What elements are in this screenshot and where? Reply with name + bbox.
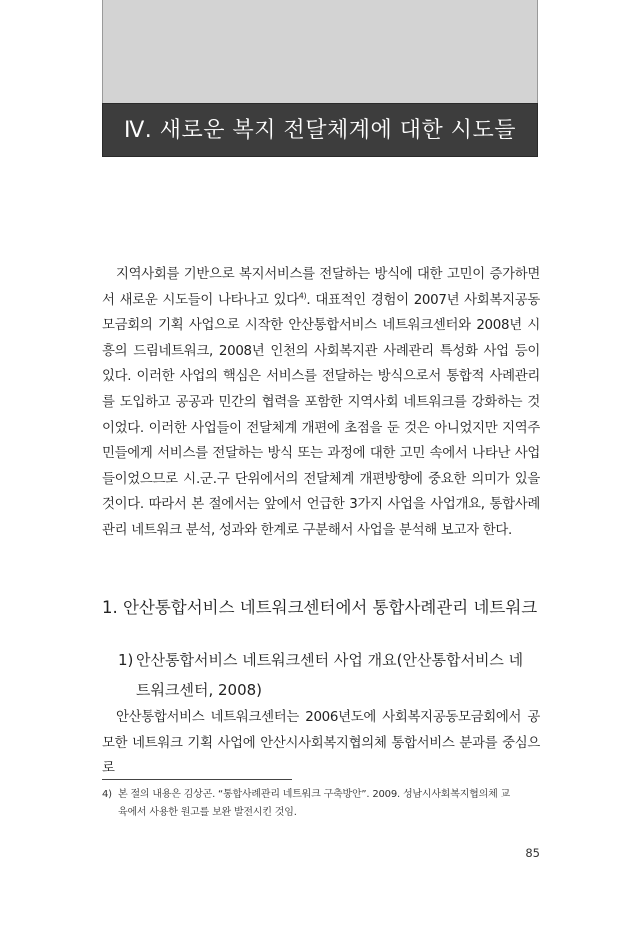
- page-number: 85: [525, 846, 540, 860]
- chapter-title: Ⅳ. 새로운 복지 전달체계에 대한 시도들: [102, 103, 538, 157]
- intro-paragraph-text-end: . 대표적인 경험이 2007년 사회복지공동모금회의 기획 사업으로 시작한 안산통합서비스 네트워크센터와 2008년 시흥의 드림네트워크, 2008년 인천의 사회복지관 사례관리 특성화 사업 등이 있다. 이러한 사업의 핵심은 서비스를 전달하는 방식으로서 통합적 사례관리를 도입하고 공공과 민간의 협력을 포함한 지역사회 네트워크를 강화하는 것이었다. 이러한 사업들이 전달체계 개편에 초점을 둔 것은 아니었지만 지역주민들에게 서비스를 전달하는 방식 또는 과정에 대한 고민 속에서 나타난 사업들이었으므로 시․군․구 단위에서의 전달체계 개편방향에 중요한 의미가 있을 것이다. 따라서 본 절에서는 앞에서 언급한 3가지 사업을 사업개요, 통합사례관리 네트워크 분석, 성과와 한계로 구분해서 사업을 분석해 보고자 한다.: [102, 292, 540, 538]
- subsection-heading: [118, 645, 540, 705]
- intro-paragraph: [102, 262, 540, 544]
- subsection-title-line2: 트워크센터, 2008): [136, 681, 263, 699]
- footnote-number: 4): [102, 789, 112, 800]
- footnote-divider: [102, 779, 292, 780]
- subsection-title-line1: 안산통합서비스 네트워크센터 사업 개요(안산통합서비스 네: [136, 651, 524, 669]
- footnote-text-line2: 육에서 사용한 원고를 보완 발전시킨 것임.: [118, 807, 297, 818]
- section-heading: 1. 안산통합서비스 네트워크센터에서 통합사례관리 네트워크: [102, 598, 538, 617]
- footnote-reference-4[interactable]: 4): [298, 291, 307, 301]
- footnote-text-line1: 본 절의 내용은 김상곤. “통합사례관리 네트워크 구축방안”. 2009. 성남시사회복지협의체 교: [118, 789, 510, 800]
- body-paragraph-text: 안산통합서비스 네트워크센터는 2006년도에 사회복지공동모금회에서 공모한 네트워크 기획 사업에 안산시사회복지협의체 통합서비스 분과를 중심으로: [102, 710, 540, 777]
- subsection-number: 1): [118, 651, 134, 669]
- footnote-4: [102, 786, 540, 822]
- chapter-banner-background: [102, 0, 538, 103]
- intro-paragraph-text-start: 지역사회를 기반으로 복지서비스를 전달하는 방식에 대한 고민이 증가하면서 새로운 시도들이 나타나고 있다: [102, 267, 540, 308]
- body-paragraph: [102, 705, 540, 782]
